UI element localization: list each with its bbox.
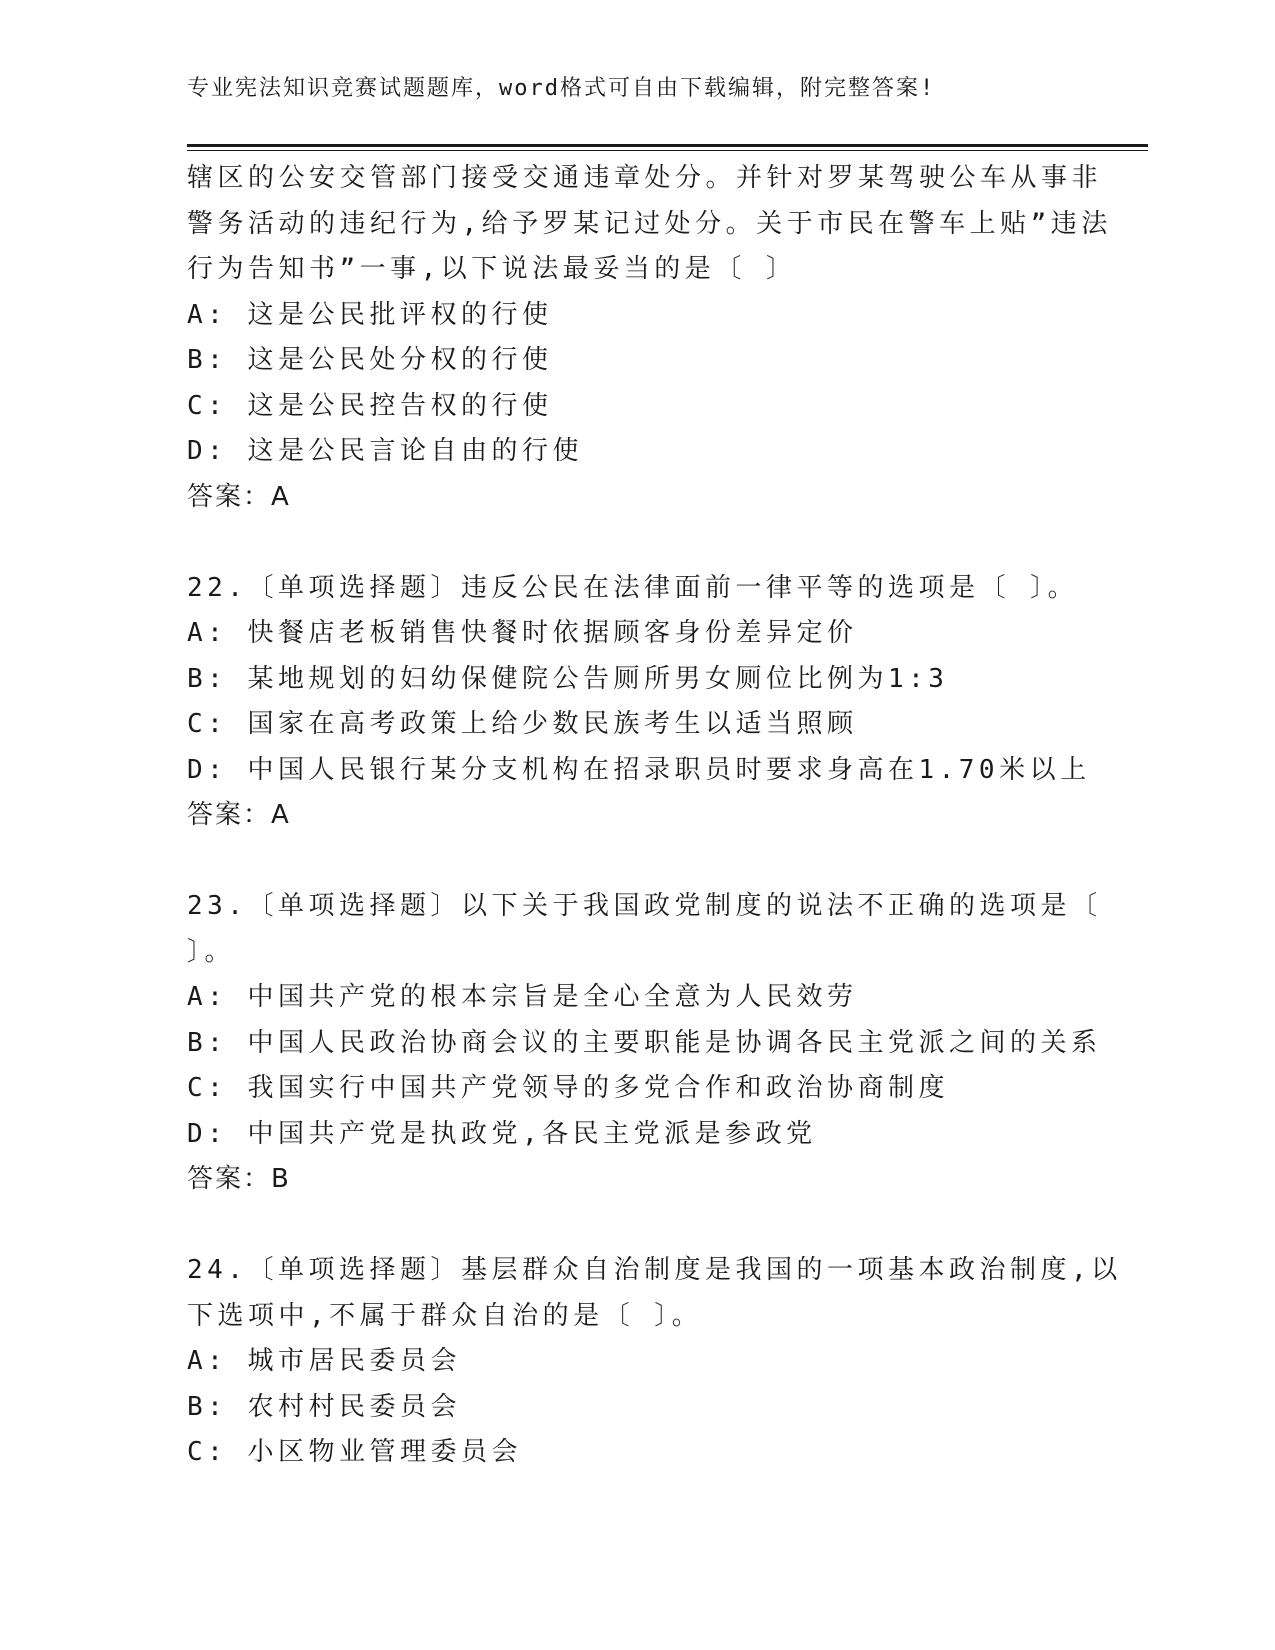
- option-c: C: 国家在高考政策上给少数民族考生以适当照顾: [187, 709, 858, 739]
- header-rule-thin: [187, 150, 1148, 151]
- option-a: A: 快餐店老板销售快餐时依据顾客身份差异定价: [187, 618, 858, 648]
- option-d: D: 中国共产党是执政党,各民主党派是参政党: [187, 1118, 817, 1149]
- spacer: [187, 839, 1087, 885]
- option-b: B: 这是公民处分权的行使: [187, 345, 553, 375]
- option-c: C: 我国实行中国共产党领导的多党合作和政治协商制度: [187, 1073, 949, 1103]
- option-b: B: 某地规划的妇幼保健院公告厕所男女厕位比例为1:3: [187, 663, 949, 694]
- header-rule-thick: [187, 144, 1148, 147]
- document-body: [187, 156, 1122, 1476]
- spacer: [187, 1203, 1087, 1249]
- option-d: D: 这是公民言论自由的行使: [187, 436, 583, 466]
- option-d: D: 中国人民银行某分支机构在招录职员时要求身高在1.70米以上: [187, 754, 1091, 785]
- question-stem-line: 行为告知书”一事,以下说法最妥当的是〔 〕: [187, 254, 797, 284]
- option-b: B: 中国人民政治协商会议的主要职能是协调各民主党派之间的关系: [187, 1027, 1102, 1058]
- answer-line: 答案：A: [187, 481, 291, 512]
- answer-line: 答案：A: [187, 800, 291, 830]
- question-block-prev: [187, 156, 1112, 520]
- question-24: [187, 1248, 1122, 1476]
- option-a: A: 中国共产党的根本宗旨是全心全意为人民效劳: [187, 982, 858, 1012]
- page-header: 专业宪法知识竞赛试题题库，word格式可自由下载编辑，附完整答案!: [187, 76, 936, 101]
- option-c: C: 小区物业管理委员会: [187, 1437, 522, 1467]
- spacer: [187, 520, 1087, 566]
- question-stem-line: 辖区的公安交管部门接受交通违章处分。并针对罗某驾驶公车从事非: [187, 163, 1103, 193]
- answer-line: 答案：B: [187, 1164, 291, 1194]
- option-b: B: 农村村民委员会: [187, 1391, 461, 1422]
- option-a: A: 城市居民委员会: [187, 1346, 461, 1376]
- question-22: [187, 566, 1091, 839]
- question-stem-line: 下选项中,不属于群众自治的是〔 〕。: [187, 1300, 703, 1331]
- question-stem-line: 22.〔单项选择题〕违反公民在法律面前一律平等的选项是〔 〕。: [187, 572, 1079, 603]
- option-c: C: 这是公民控告权的行使: [187, 390, 553, 421]
- option-a: A: 这是公民批评权的行使: [187, 299, 553, 330]
- question-stem-line: 〕。: [187, 936, 236, 967]
- question-23: [187, 884, 1102, 1203]
- question-stem-line: 24.〔单项选择题〕基层群众自治制度是我国的一项基本政治制度,以: [187, 1255, 1122, 1285]
- question-stem-line: 警务活动的违纪行为,给予罗某记过处分。关于市民在警车上贴”违法: [187, 208, 1112, 239]
- question-stem-line: 23.〔单项选择题〕以下关于我国政党制度的说法不正确的选项是〔: [187, 891, 1102, 921]
